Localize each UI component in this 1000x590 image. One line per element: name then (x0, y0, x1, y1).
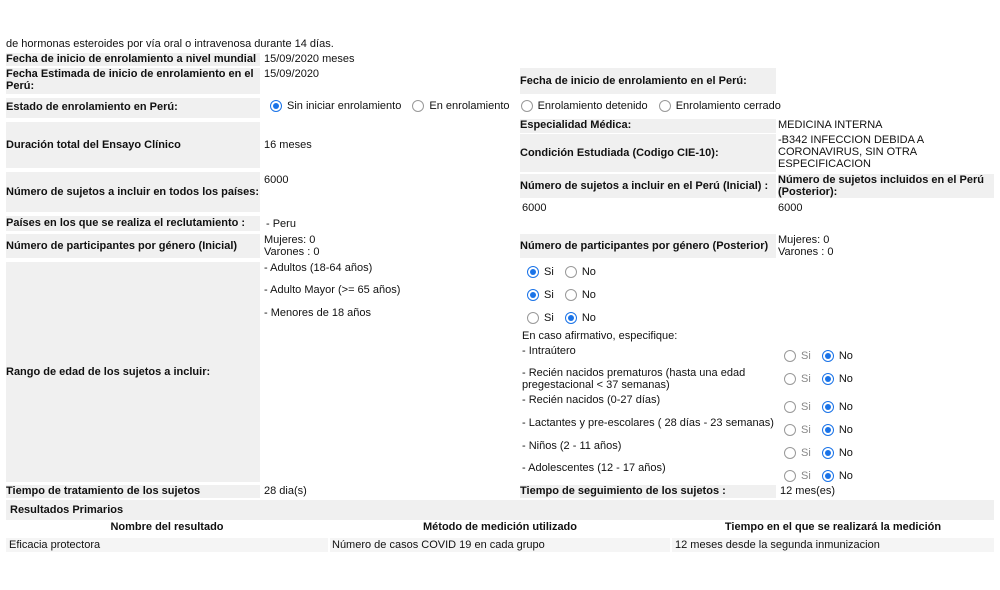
lactantes-no[interactable]: No (822, 424, 853, 436)
adolescentes-no[interactable]: No (822, 470, 853, 482)
radio-icon[interactable] (784, 350, 796, 362)
lactantes-si[interactable]: Si (784, 424, 811, 436)
sujetos-incluidos-value: 6000 (778, 202, 803, 214)
sujetos-todos-label: Número de sujetos a incluir en todos los países: (6, 172, 260, 212)
rango-group-adulto-mayor: - Adulto Mayor (>= 65 años) (264, 284, 401, 296)
radio-selected-icon[interactable] (822, 447, 834, 459)
radio-icon[interactable] (784, 401, 796, 413)
prematuros-si[interactable]: Si (784, 373, 811, 385)
rango-group-adultos: - Adultos (18-64 años) (264, 262, 373, 274)
sub-adolescentes: - Adolescentes (12 - 17 años) (522, 462, 666, 474)
adulto-mayor-si[interactable]: Si (527, 289, 554, 301)
resultados-header-tiempo: Tiempo en el que se realizará la medición (724, 521, 942, 533)
radio-icon[interactable] (521, 100, 533, 112)
resultados-cell-nombre: Eficacia protectora (9, 539, 101, 551)
sub-lactantes: - Lactantes y pre-escolares ( 28 días - 23 semanas) (522, 417, 774, 429)
adultos-no[interactable]: No (565, 266, 596, 278)
sub-intrauterino: - Intraútero (522, 345, 576, 357)
fecha-estimada-value: 15/09/2020 (264, 68, 320, 80)
resultados-cell-metodo: Número de casos COVID 19 en cada grupo (332, 539, 545, 551)
ninos-no[interactable]: No (822, 447, 853, 459)
prematuros-yes-no (784, 373, 861, 385)
estado-option-detenido[interactable]: Enrolamiento detenido (521, 100, 648, 112)
rango-specify-label: En caso afirmativo, especifique: (522, 330, 678, 342)
fecha-mundial-label: Fecha de inicio de enrolamiento a nivel mundial (6, 53, 260, 66)
duracion-label: Duración total del Ensayo Clínico (6, 122, 260, 168)
recien-nacidos-no[interactable]: No (822, 401, 853, 413)
resultados-header-metodo: Método de medición utilizado (423, 521, 577, 533)
tiempo-seguimiento-value: 12 mes(es) (780, 485, 836, 497)
sujetos-todos-value: 6000 (264, 174, 289, 186)
radio-selected-icon[interactable] (527, 266, 539, 278)
especialidad-label: Especialidad Médica: (520, 119, 776, 133)
radio-selected-icon[interactable] (822, 470, 834, 482)
estado-option-en-enrolamiento[interactable]: En enrolamiento (412, 100, 509, 112)
radio-selected-icon[interactable] (822, 424, 834, 436)
fecha-estimada-label: Fecha Estimada de inicio de enrolamiento en el Perú: (6, 68, 260, 94)
adulto-mayor-no[interactable]: No (565, 289, 596, 301)
sujetos-incluidos-label: Número de sujetos incluidos en el Perú (Posterior): (778, 174, 994, 198)
fecha-mundial-value: 15/09/2020 meses (264, 53, 355, 65)
estado-option-sin-iniciar[interactable]: Sin iniciar enrolamiento (270, 100, 401, 112)
adulto-mayor-yes-no (527, 289, 604, 301)
ninos-si[interactable]: Si (784, 447, 811, 459)
menores-no[interactable]: No (565, 312, 596, 324)
radio-selected-icon[interactable] (822, 373, 834, 385)
intrautero-no[interactable]: No (822, 350, 853, 362)
adolescentes-yes-no (784, 470, 861, 482)
menores-yes-no (527, 312, 604, 324)
estado-option-cerrado[interactable]: Enrolamiento cerrado (659, 100, 781, 112)
rango-group-menores: - Menores de 18 años (264, 307, 372, 319)
sub-ninos: - Niños (2 - 11 años) (522, 440, 622, 452)
radio-icon[interactable] (565, 289, 577, 301)
sub-prematuros: - Recién nacidos prematuros (hasta una edad pregestacional < 37 semanas) (522, 367, 746, 391)
top-note: de hormonas esteroides por vía oral o intravenosa durante 14 días. (6, 38, 334, 50)
radio-selected-icon[interactable] (270, 100, 282, 112)
radio-selected-icon[interactable] (527, 289, 539, 301)
recien-nacidos-yes-no (784, 401, 861, 413)
radio-icon[interactable] (784, 424, 796, 436)
resultados-cell-tiempo: 12 meses desde la segunda inmunizacion (675, 539, 880, 551)
intrautero-si[interactable]: Si (784, 350, 811, 362)
sujetos-peru-label: Número de sujetos a incluir en el Perú (Inicial) : (520, 174, 776, 198)
adolescentes-si[interactable]: Si (784, 470, 811, 482)
prematuros-no[interactable]: No (822, 373, 853, 385)
adultos-si[interactable]: Si (527, 266, 554, 278)
radio-icon[interactable] (784, 447, 796, 459)
adultos-yes-no (527, 266, 604, 278)
recien-nacidos-si[interactable]: Si (784, 401, 811, 413)
radio-icon[interactable] (565, 266, 577, 278)
radio-icon[interactable] (412, 100, 424, 112)
genero-posterior-label: Número de participantes por género (Posterior) (520, 234, 776, 258)
genero-inicial-values: Mujeres: 0 Varones : 0 (264, 234, 320, 258)
tiempo-seguimiento-label: Tiempo de seguimiento de los sujetos : (520, 485, 776, 498)
paises-value: - Peru (266, 218, 296, 230)
genero-inicial-label: Número de participantes por género (Inicial) (6, 234, 260, 258)
radio-icon[interactable] (659, 100, 671, 112)
duracion-value: 16 meses (264, 139, 312, 151)
ninos-yes-no (784, 447, 861, 459)
radio-selected-icon[interactable] (822, 350, 834, 362)
genero-posterior-values: Mujeres: 0 Varones : 0 (778, 234, 834, 258)
intrautero-yes-no (784, 350, 861, 362)
lactantes-yes-no (784, 424, 861, 436)
especialidad-value: MEDICINA INTERNA (778, 119, 883, 131)
estado-label: Estado de enrolamiento en Perú: (6, 98, 260, 118)
resultados-title: Resultados Primarios (10, 504, 124, 516)
paises-label: Países en los que se realiza el reclutamiento : (6, 216, 260, 231)
menores-si[interactable]: Si (527, 312, 554, 324)
sub-recien-nacidos: - Recién nacidos (0-27 días) (522, 394, 661, 406)
radio-icon[interactable] (784, 373, 796, 385)
rango-label: Rango de edad de los sujetos a incluir: (6, 262, 260, 482)
tiempo-tratamiento-label: Tiempo de tratamiento de los sujetos (6, 485, 260, 498)
condicion-value: -B342 INFECCION DEBIDA A CORONAVIRUS, SIN OTRA ESPECIFICACION (778, 134, 925, 170)
radio-icon[interactable] (784, 470, 796, 482)
tiempo-tratamiento-value: 28 dia(s) (264, 485, 307, 497)
radio-selected-icon[interactable] (822, 401, 834, 413)
radio-selected-icon[interactable] (565, 312, 577, 324)
resultados-section (6, 500, 994, 520)
estado-options (270, 100, 789, 112)
sujetos-peru-value: 6000 (522, 202, 547, 214)
resultados-header-nombre: Nombre del resultado (110, 521, 224, 533)
radio-icon[interactable] (527, 312, 539, 324)
fecha-peru-label: Fecha de inicio de enrolamiento en el Perú: (520, 68, 776, 94)
condicion-label: Condición Estudiada (Codigo CIE-10): (520, 134, 776, 172)
